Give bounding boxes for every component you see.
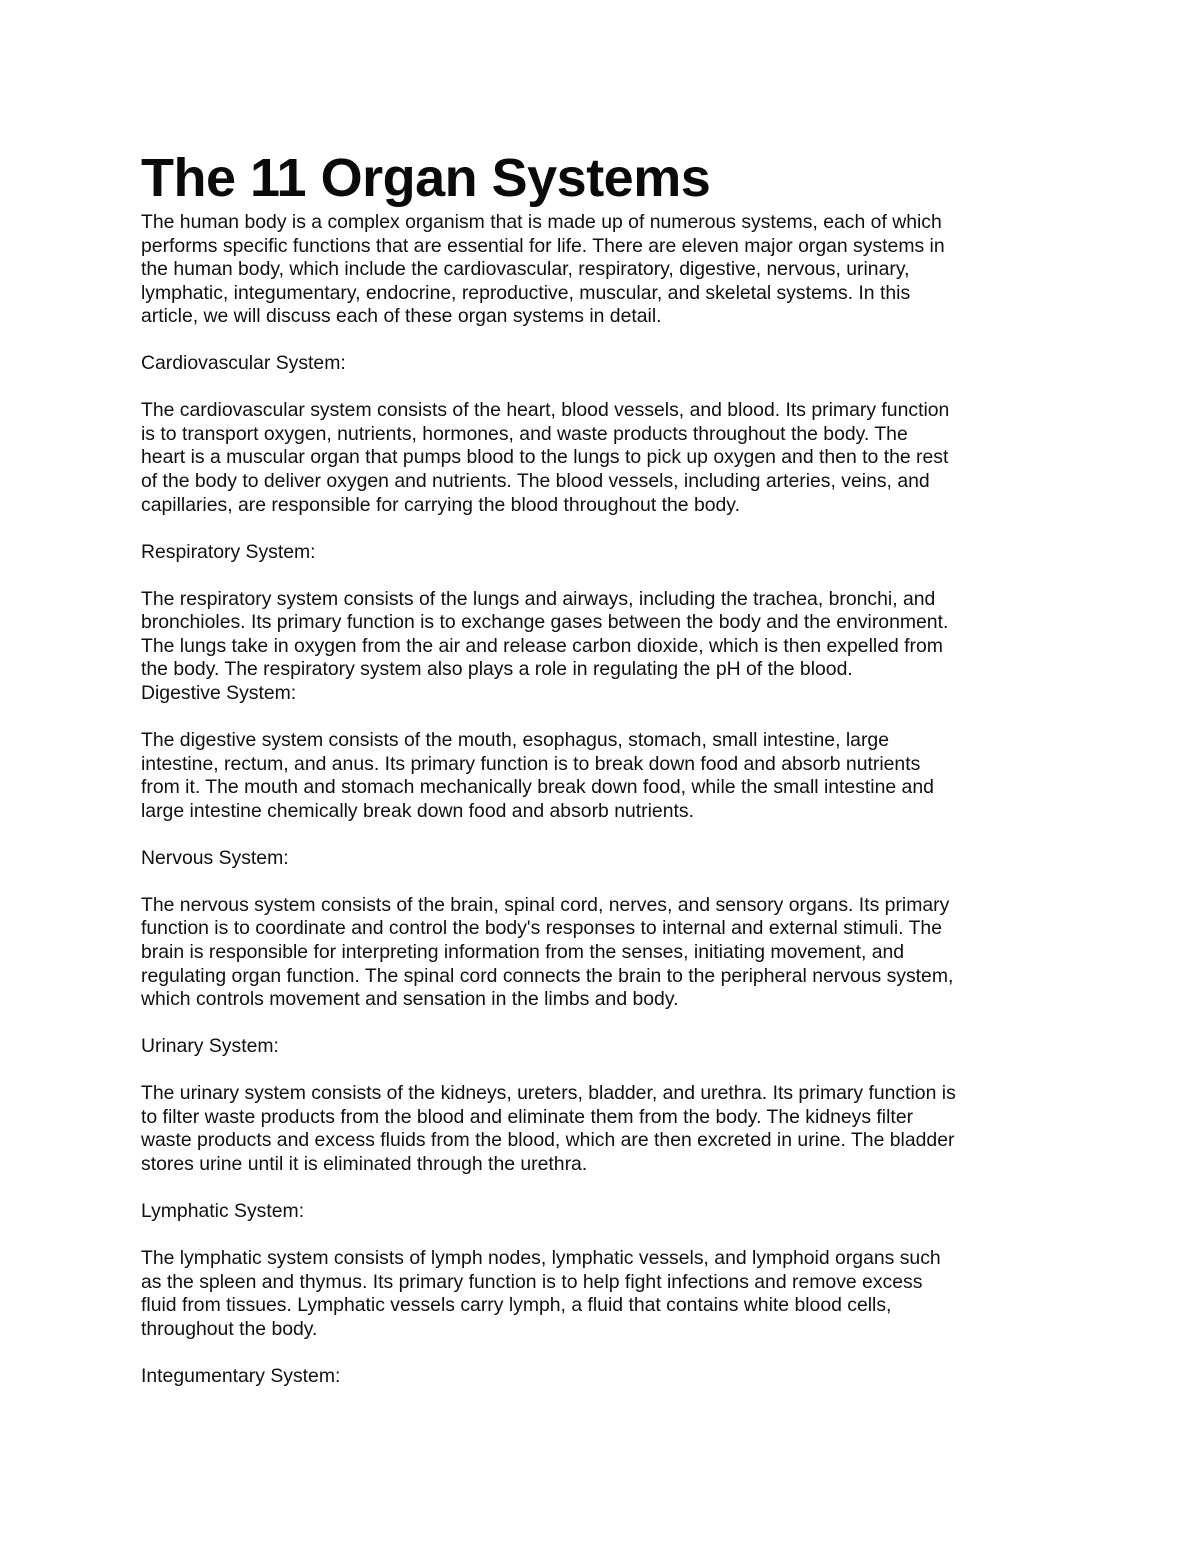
section-heading-nervous: Nervous System:	[141, 846, 289, 869]
spacer	[141, 1224, 1071, 1248]
spacer	[141, 564, 1071, 588]
spacer	[141, 1341, 1071, 1365]
section-body-digestive: The digestive system consists of the mouth, esophagus, stomach, small intestine, large intestine, rectum, and anus. Its primary function is to break down food and absorb nutrients from it. The mouth and stomach mechanically break down food, while the small intestine and large intestine chemically break down food and absorb nutrients.	[141, 729, 934, 822]
section-body-cardiovascular: The cardiovascular system consists of the heart, blood vessels, and blood. Its primary function is to transport oxygen, nutrients, hormones, and waste products throughout the body. The heart is a muscular organ that pumps blood to the lungs to pick up oxygen and then to the rest of the body to deliver oxygen and nutrients. The blood vessels, including arteries, veins, and capillaries, are responsible for carrying the blood throughout the body.	[141, 399, 950, 516]
section-body-respiratory: The respiratory system consists of the lungs and airways, including the trachea, bronchi, and bronchioles. Its primary function is to exchange gases between the body and the environment. The lungs take in oxygen from the air and release carbon dioxide, which is then expelled from the body. The respiratory system also plays a role in regulating the pH of the blood.	[141, 587, 949, 681]
spacer	[141, 517, 1071, 541]
section-heading-integumentary: Integumentary System:	[141, 1364, 341, 1387]
spacer	[141, 376, 1071, 400]
section-body-nervous: The nervous system consists of the brain, spinal cord, nerves, and sensory organs. Its primary function is to coordinate and control the body's responses to internal and external stimuli. The brain is responsible for interpreting information from the senses, initiating movement, and regulating organ function. The spinal cord connects the brain to the peripheral nervous system, which controls movement and sensation in the limbs and body.	[141, 893, 954, 1011]
section-body-lymphatic: The lymphatic system consists of lymph nodes, lymphatic vessels, and lymphoid organs such as the spleen and thymus. Its primary function is to help fight infections and remove excess fluid from tissues. Lymphatic vessels carry lymph, a fluid that contains white blood cells, throughout the body.	[141, 1247, 941, 1340]
page-title: The 11 Organ Systems	[141, 148, 711, 208]
spacer	[141, 870, 1071, 894]
spacer	[141, 823, 1071, 847]
section-heading-urinary: Urinary System:	[141, 1035, 279, 1058]
spacer	[141, 1012, 1071, 1036]
section-heading-respiratory: Respiratory System:	[141, 540, 316, 563]
intro-paragraph: The human body is a complex organism that is made up of numerous systems, each of which performs specific functions that are essential for life. There are eleven major organ systems in the human body, which include the cardiovascular, respiratory, digestive, nervous, urinary, lymphatic, integumentary, endocrine, reproductive, muscular, and skeletal systems. In this article, we will discuss each of these organ systems in detail.	[141, 211, 945, 328]
spacer	[141, 705, 1071, 729]
section-heading-digestive: Digestive System:	[141, 681, 297, 704]
spacer	[141, 1176, 1071, 1200]
section-body-urinary: The urinary system consists of the kidneys, ureters, bladder, and urethra. Its primary function is to filter waste products from the blood and eliminate them from the body. The kidneys filter waste products and excess fluids from the blood, which are then excreted in urine. The bladder stores urine until it is eliminated through the urethra.	[141, 1082, 956, 1175]
spacer	[141, 1059, 1071, 1083]
document-page	[141, 146, 1071, 1388]
spacer	[141, 329, 1071, 353]
section-heading-lymphatic: Lymphatic System:	[141, 1199, 305, 1222]
section-heading-cardiovascular: Cardiovascular System:	[141, 352, 346, 375]
